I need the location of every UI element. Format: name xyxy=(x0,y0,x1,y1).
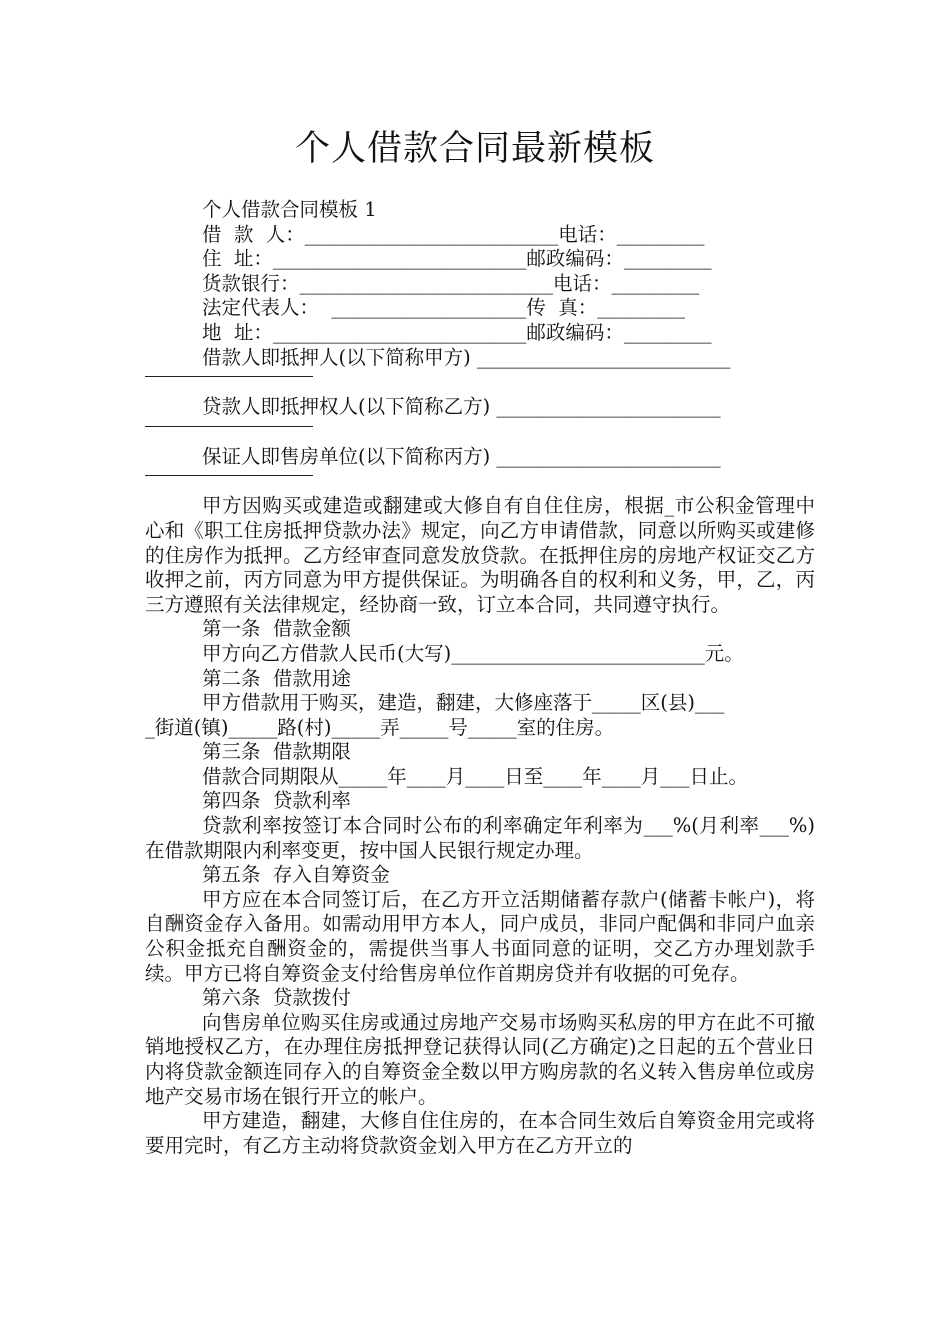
article-2-text: 甲方借款用于购买，建造，翻建，大修座落于_____区(县)___ xyxy=(202,691,725,715)
party-line-bank: 货款银行：__________________________电话：_________ xyxy=(202,271,700,295)
document-subtitle: 个人借款合同模板 1 xyxy=(202,198,377,221)
article-6-text-continued: 甲方建造，翻建，大修自住住房的，在本合同生效后自筹资金用完或将要用完时，有乙方主动将贷款资金划入甲方在乙方开立的 xyxy=(145,1109,815,1157)
blank-underline xyxy=(145,420,313,427)
designation-party-c: 保证人即售房单位(以下简称丙方) _______________________ xyxy=(202,444,721,468)
party-line-bank-address: 地 址：__________________________邮政编码：_________ xyxy=(202,320,712,344)
article-1-heading: 第一条 借款金额 xyxy=(202,617,351,641)
article-4-text: 贷款利率按签订本合同时公布的利率确定年利率为___%(月利率___%)在借款期限内利率变更，按中国人民银行规定办理。 xyxy=(145,814,815,862)
article-2-text-continued: _街道(镇)_____路(村)_____弄_____号_____室的住房。 xyxy=(145,715,615,739)
article-3-text: 借款合同期限从_____年____月____日至____年____月___日止。 xyxy=(202,764,749,788)
blank-underline xyxy=(145,370,313,377)
party-line-borrower: 借 款 人：__________________________电话：_________ xyxy=(202,222,705,246)
article-2-heading: 第二条 借款用途 xyxy=(202,666,351,690)
designation-party-b: 贷款人即抵押权人(以下简称乙方) _______________________ xyxy=(202,395,721,419)
designation-party-a: 借款人即抵押人(以下简称甲方) __________________________ xyxy=(202,345,731,369)
article-5-text: 甲方应在本合同签订后，在乙方开立活期储蓄存款户(储蓄卡帐户)，将自酬资金存入备用。如需动用甲方本人，同户成员，非同户配偶和非同户血亲公积金抵充自酬资金的，需提供当事人书面同意的证明，交乙方办理划款手续。甲方已将自筹资金支付给售房单位作首期房贷并有收据的可免存。 xyxy=(145,887,815,985)
article-6-text: 向售房单位购买住房或通过房地产交易市场购买私房的甲方在此不可撤销地授权乙方，在办理住房抵押登记获得认同(乙方确定)之日起的五个营业日内将贷款金额连同存入的自筹资金全数以甲方购房款的名义转入售房单位或房地产交易市场在银行开立的帐户。 xyxy=(145,1010,815,1108)
preamble-paragraph: 甲方因购买或建造或翻建或大修自有自住住房，根据_市公积金管理中心和《职工住房抵押贷款办法》规定，向乙方申请借款，同意以所购买或建修的住房作为抵押。乙方经审查同意发放贷款。在抵押住房的房地产权证交乙方收押之前，丙方同意为甲方提供保证。为明确各自的权利和义务，甲，乙，丙三方遵照有关法律规定，经协商一致，订立本合同，共同遵守执行。 xyxy=(145,494,815,616)
document-title: 个人借款合同最新模板 xyxy=(294,129,655,169)
blank-underline xyxy=(145,469,313,476)
article-3-heading: 第三条 借款期限 xyxy=(202,740,351,764)
article-1-text: 甲方向乙方借款人民币(大写)__________________________元。 xyxy=(202,641,744,665)
party-line-address: 住 址：__________________________邮政编码：_________ xyxy=(202,247,712,271)
article-6-heading: 第六条 贷款拨付 xyxy=(202,986,351,1010)
document-body xyxy=(145,198,815,1158)
party-line-representative: 法定代表人： ____________________传 真：_________ xyxy=(202,296,686,320)
article-4-heading: 第四条 贷款利率 xyxy=(202,789,351,813)
article-5-heading: 第五条 存入自筹资金 xyxy=(202,863,390,887)
